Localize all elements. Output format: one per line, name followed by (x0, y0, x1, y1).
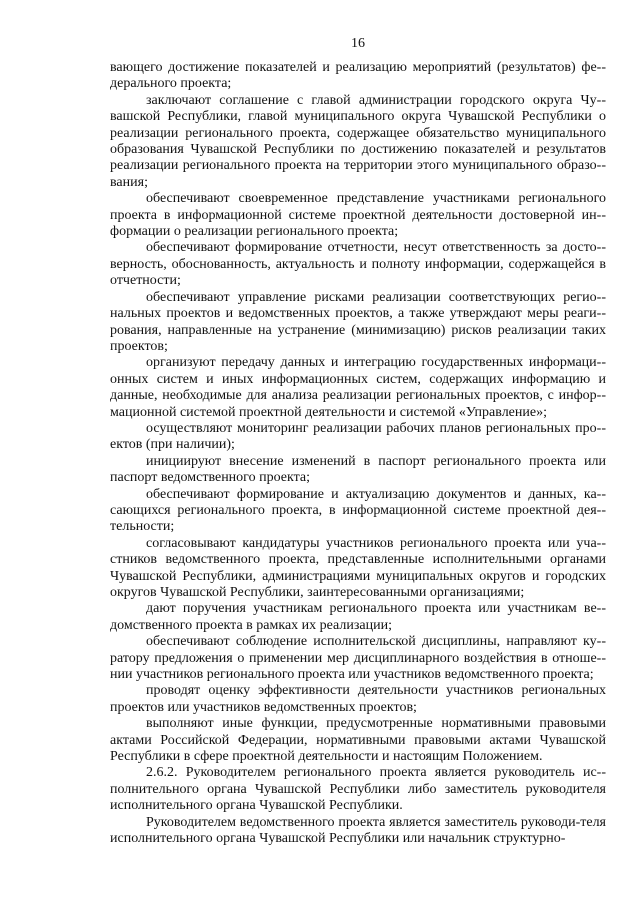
paragraph-instructions: дают поручения участникам регионального проекта или участникам ве-домственного проекта в рамках их реализации; (110, 601, 606, 633)
paragraph-reporting: обеспечивают формирование отчетности, несут ответственность за досто-верность, обоснованность, актуальность и полноту информации, содержащейся в отчетности; (110, 240, 606, 289)
paragraph-departmental-head: Руководителем ведомственного проекта является заместитель руководи-теля исполнительного органа Чувашской Республики или начальник структурно- (110, 814, 606, 847)
paragraph-continuation: вающего достижение показателей и реализацию мероприятий (результатов) фе-дерального проекта; (110, 60, 606, 92)
paragraph-documents: обеспечивают формирование и актуализацию документов и данных, ка-сающихся регионального проекта, в информационной системе проектной дея-тельности; (110, 486, 606, 535)
paragraph-candidates: согласовывают кандидатуры участников регионального проекта или уча-стников ведомственного проекта, представленные исполнительными органами Чувашской Республики, администрациями муниципальных округов и городских округов Чувашской Республики, заинтересованными организациями; (110, 535, 606, 600)
paragraph-agreement: заключают соглашение с главой администрации городского округа Чу-вашской Республики, главой муниципального округа Чувашской Республики о реализации регионального проекта, содержащее обязательство муниципального образования Чувашской Республики по достижению показателей и результатов реализации регионального проекта на территории этого муниципального образо-вания; (110, 92, 606, 190)
paragraph-other-functions: выполняют иные функции, предусмотренные нормативными правовыми актами Российской Федерации, нормативными правовыми актами Чувашской Республики в сфере проектной деятельности и настоящим Положением. (110, 716, 606, 765)
paragraph-timely-submission: обеспечивают своевременное представление участниками регионального проекта в информационной системе проектной деятельности достоверной ин-формации о реализации регионального проекта; (110, 191, 606, 240)
paragraph-discipline: обеспечивают соблюдение исполнительской дисциплины, направляют ку-ратору предложения о применении мер дисциплинарного воздействия в отноше-нии участников регионального проекта или участников ведомственного проекта; (110, 634, 606, 683)
page-number: 16 (351, 36, 365, 51)
paragraph-risk-management: обеспечивают управление рисками реализации соответствующих регио-нальных проектов и ведомственных проектов, а также утверждают меры реаги-рования, направленные на устранение (минимизацию) рисков реализации таких проектов; (110, 289, 606, 354)
paragraph-data-integration: организуют передачу данных и интеграцию государственных информаци-онных систем и иных информационных систем, содержащих информацию и данные, необходимые для анализа реализации региональных проектов, с инфор-мационной системой проектной деятельности и системой «Управление»; (110, 355, 606, 420)
paragraph-section-2-6-2: 2.6.2. Руководителем регионального проекта является руководитель ис-полнительного органа Чувашской Республики либо заместитель руководителя исполнительного органа Чувашской Республики. (110, 765, 606, 814)
paragraph-evaluation: проводят оценку эффективности деятельности участников региональных проектов или участников ведомственных проектов; (110, 683, 606, 715)
paragraph-passport-changes: инициируют внесение изменений в паспорт регионального проекта или паспорт ведомственного проекта; (110, 453, 606, 486)
paragraph-monitoring: осуществляют мониторинг реализации рабочих планов региональных про-ектов (при наличии); (110, 420, 606, 453)
